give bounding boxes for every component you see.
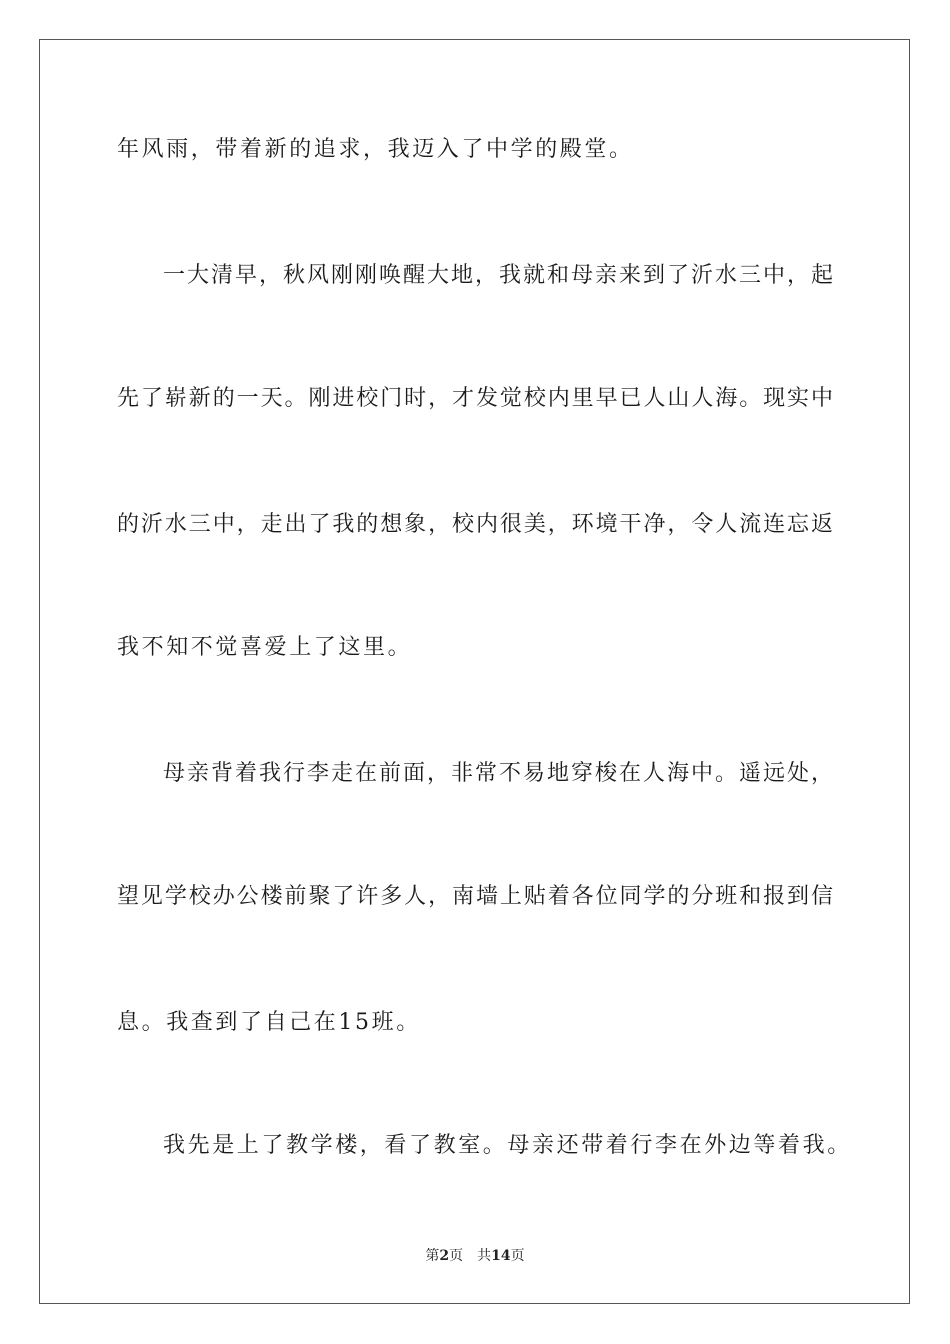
text-line: 母亲背着我行李走在前面，非常不易地穿梭在人海中。遥远处， [163, 761, 833, 786]
text-line: 息。我查到了自己在15班。 [117, 1010, 421, 1035]
page-border [39, 39, 910, 1304]
text-line: 一大清早，秋风刚刚唤醒大地，我就和母亲来到了沂水三中，起 [163, 263, 833, 288]
text-line: 先了崭新的一天。刚进校门时，才发觉校内里早已人山人海。现实中 [117, 386, 833, 411]
current-page-number: 2 [439, 1248, 450, 1264]
text-line: 望见学校办公楼前聚了许多人，南墙上贴着各位同学的分班和报到信 [117, 884, 833, 909]
text-line: 我先是上了教学楼，看了教室。母亲还带着行李在外边等着我。 [163, 1133, 852, 1158]
total-pages-prefix: 共 [477, 1248, 492, 1264]
text-line: 的沂水三中，走出了我的想象，校内很美，环境干净，令人流连忘返 [117, 512, 833, 537]
total-pages-suffix: 页 [510, 1248, 525, 1264]
text-line: 年风雨，带着新的追求，我迈入了中学的殿堂。 [117, 137, 634, 162]
total-pages-number: 14 [491, 1248, 511, 1264]
text-line: 我不知不觉喜爱上了这里。 [117, 635, 413, 660]
page-number-suffix: 页 [449, 1248, 464, 1264]
page-footer [0, 1247, 950, 1265]
page-number-prefix: 第 [425, 1248, 440, 1264]
